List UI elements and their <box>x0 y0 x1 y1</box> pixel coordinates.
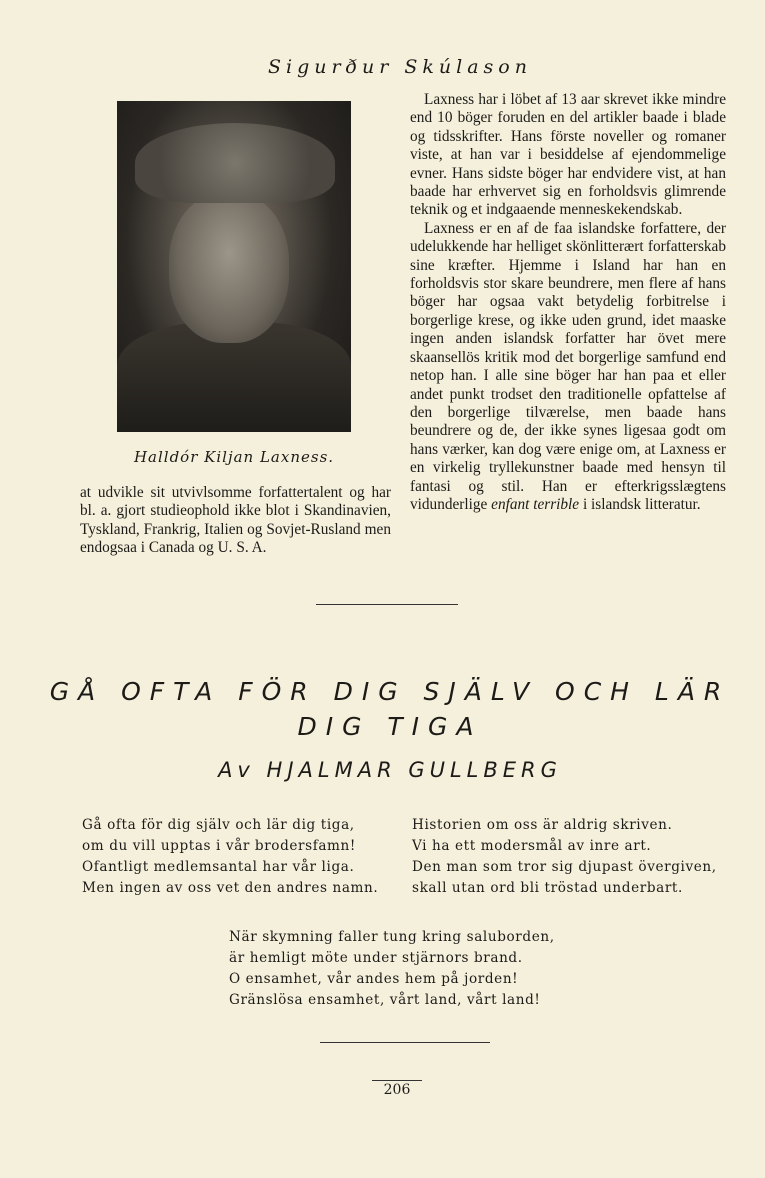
section-divider <box>316 604 458 605</box>
verse-line: Den man som tror sig djupast övergiven, <box>412 859 717 875</box>
verse-line: Gå ofta för dig själv och lär dig tiga, <box>82 817 355 833</box>
photo-face <box>169 193 289 343</box>
paragraph-end: i islandsk litteratur. <box>582 495 701 513</box>
article-left-column <box>80 484 391 558</box>
verse-line: Gränslösa ensamhet, vårt land, vårt land! <box>229 992 541 1008</box>
stanza-1 <box>82 815 378 899</box>
end-divider <box>320 1042 490 1043</box>
verse-line: När skymning faller tung kring saluborden, <box>229 929 555 945</box>
poem-author: Av HJALMAR GULLBERG <box>218 758 562 782</box>
verse-line: skall utan ord bli tröstad underbart. <box>412 880 683 896</box>
verse-line: O ensamhet, vår andes hem på jorden! <box>229 971 519 987</box>
poem-title-line2: DIG TIGA <box>297 712 483 741</box>
stanza-2 <box>412 815 717 899</box>
running-header: Sigurður Skúlason <box>268 56 532 78</box>
stanza-3 <box>229 927 555 1011</box>
article-right-column <box>410 91 726 514</box>
page-number: 206 <box>372 1080 422 1098</box>
photo-cap <box>135 123 335 203</box>
paragraph <box>410 220 726 515</box>
poem-title-line1: GÅ OFTA FÖR DIG SJÄLV OCH LÄR <box>49 677 731 706</box>
verse-line: är hemligt möte under stjärnors brand. <box>229 950 523 966</box>
paragraph: Laxness har i löbet af 13 aar skrevet ikke mindre end 10 böger foruden en del artikler baade i blade og tidsskrifter. Hans förste noveller og romaner viste, at han var i besiddelse af ejendommelige evner. Hans sidste böger har endvidere vist, at han baade har erhvervet sig en forholdsvis glimrende teknik og et indgaaende menneskekendskab. <box>410 91 726 219</box>
verse-line: Ofantligt medlemsantal har vår liga. <box>82 859 355 875</box>
paragraph-text: Laxness er en af de faa islandske forfattere, der udelukkende har helliget skönlitterært forfatterskab sine kræfter. Hjemme i Island har han en forholdsvis stor skare beundrere, men flere af hans böger har ogsaa vakt betydelig forbitrelse i borgerlige krese, og ikke uden grund, idet maaske ingen anden islandsk forfatter har övet mere skaansellös kritik mod det borgerlige samfund end netop han. I alle sine böger har han paa et eller andet punkt trodset den traditionelle opfattelse af den borgerlige tilværelse, men baade hans beundrere og de, der ikke synes ligesaa godt om hans værker, kan dog være enige om, at Laxness er en virkelig tryllekunstner baade med hensyn til fantasi og stil. Han er efterkrigsslægtens vidunderlige <box>410 219 726 513</box>
verse-line: Men ingen av oss vet den andres namn. <box>82 880 379 896</box>
verse-line: Vi ha ett modersmål av inre art. <box>412 838 652 854</box>
italic-phrase: enfant terrible <box>491 495 580 513</box>
paragraph: at udvikle sit utvivlsomme forfattertalent og har bl. a. gjort studieophold ikke blot i Skandinavien, Tyskland, Frankrig, Italien og Sovjet-Rusland men endogsaa i Canada og U. S. A. <box>80 484 391 557</box>
verse-line: Historien om oss är aldrig skriven. <box>412 817 673 833</box>
photo-caption: Halldór Kiljan Laxness. <box>133 448 335 466</box>
verse-line: om du vill upptas i vår brodersfamn! <box>82 838 356 854</box>
author-portrait-photo <box>117 101 351 432</box>
